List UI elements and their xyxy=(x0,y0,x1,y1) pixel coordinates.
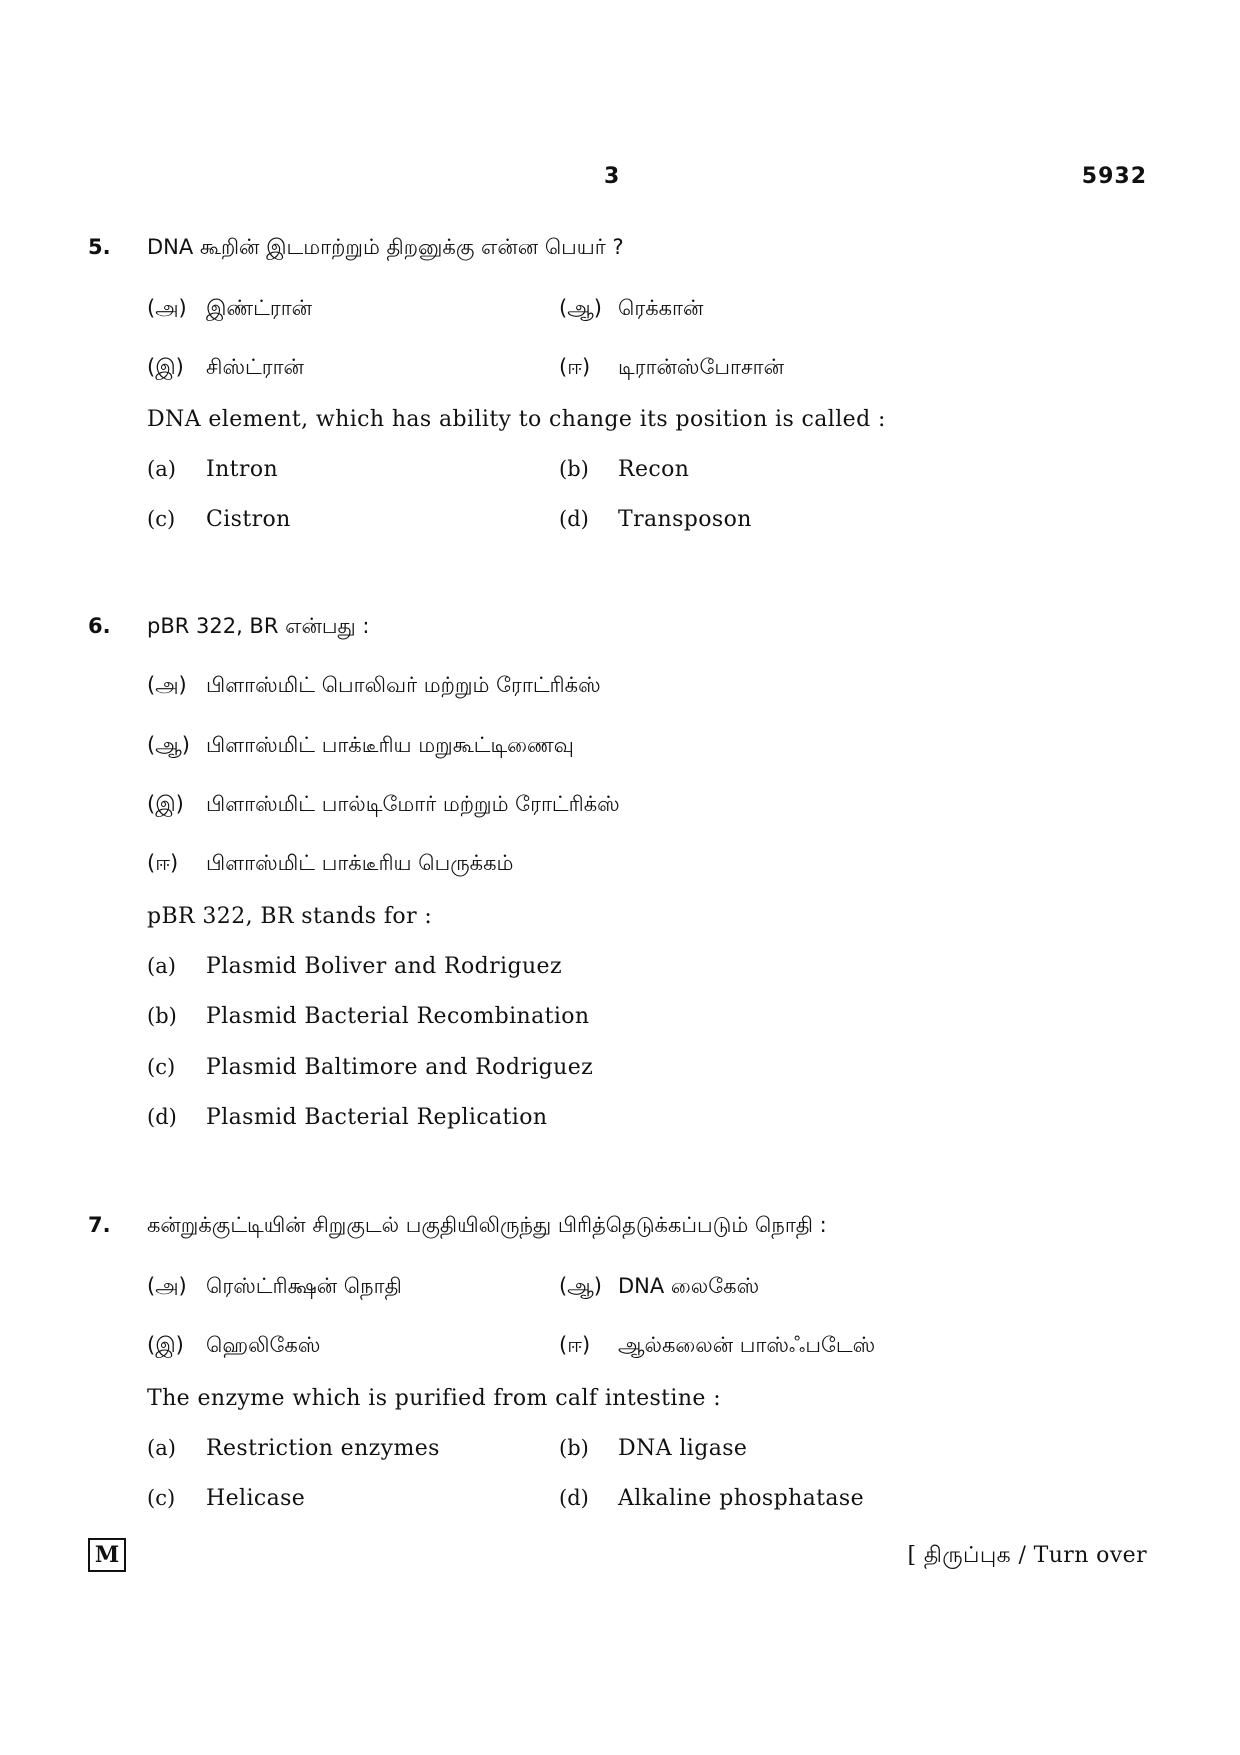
option-label: (b) xyxy=(559,1436,589,1460)
question-number: 5. xyxy=(88,235,111,259)
question-number: 6. xyxy=(88,614,111,638)
question-text-english: The enzyme which is purified from calf intestine : xyxy=(147,1386,722,1411)
option-label-tamil: (ஈ) xyxy=(147,851,179,875)
option-text-tamil: ஹெலிகேஸ் xyxy=(206,1333,321,1357)
turn-over-text: [ திருப்புக / Turn over xyxy=(907,1543,1147,1568)
option-text: Transposon xyxy=(618,507,752,532)
question-text-english: DNA element, which has ability to change its position is called : xyxy=(147,407,886,432)
option-label: (d) xyxy=(559,1486,589,1510)
option-label: (a) xyxy=(147,1436,176,1460)
option-label: (c) xyxy=(147,507,176,531)
option-text: Alkaline phosphatase xyxy=(618,1486,865,1511)
option-text-tamil: பிளாஸ்மிட் பொலிவர் மற்றும் ரோட்ரிக்ஸ் xyxy=(206,673,601,697)
question-text-tamil: கன்றுக்குட்டியின் சிறுகுடல் பகுதியிலிருந்து பிரித்தெடுக்கப்படும் நொதி : xyxy=(147,1213,827,1237)
option-label: (b) xyxy=(147,1004,177,1028)
option-label-tamil: (ஈ) xyxy=(559,355,591,379)
option-text-tamil: டிரான்ஸ்போசான் xyxy=(618,355,784,379)
option-text-tamil: பிளாஸ்மிட் பாக்டீரிய பெருக்கம் xyxy=(206,851,514,875)
option-text-tamil: ரெஸ்ட்ரிக்ஷன் நொதி xyxy=(206,1274,402,1298)
question-text-tamil: DNA கூறின் இடமாற்றும் திறனுக்கு என்ன பெயர் ? xyxy=(147,235,624,259)
option-label-tamil: (இ) xyxy=(147,355,184,379)
option-text-tamil: ரெக்கான் xyxy=(618,296,704,320)
option-text: Plasmid Boliver and Rodriguez xyxy=(206,954,562,979)
option-text-tamil: பிளாஸ்மிட் பாக்டீரிய மறுகூட்டிணைவு xyxy=(206,733,574,757)
option-text-tamil: ஆல்கலைன் பாஸ்ஃபடேஸ் xyxy=(618,1333,876,1357)
option-label: (d) xyxy=(147,1105,177,1129)
option-label: (b) xyxy=(559,457,589,481)
option-label: (c) xyxy=(147,1055,176,1079)
question-text-tamil: pBR 322, BR என்பது : xyxy=(147,614,370,638)
option-label: (a) xyxy=(147,457,176,481)
option-label-tamil: (இ) xyxy=(147,1333,184,1357)
option-text: Cistron xyxy=(206,507,291,532)
page-number: 3 xyxy=(604,164,621,189)
option-text: Intron xyxy=(206,457,279,482)
option-text: Plasmid Bacterial Replication xyxy=(206,1105,548,1130)
option-label-tamil: (அ) xyxy=(147,1274,187,1298)
option-text: Plasmid Bacterial Recombination xyxy=(206,1004,590,1029)
question-text-english: pBR 322, BR stands for : xyxy=(147,904,433,929)
option-text-tamil: பிளாஸ்மிட் பால்டிமோர் மற்றும் ரோட்ரிக்ஸ் xyxy=(206,792,620,816)
option-text: Restriction enzymes xyxy=(206,1436,440,1461)
option-label: (a) xyxy=(147,954,176,978)
option-label-tamil: (அ) xyxy=(147,296,187,320)
option-label: (d) xyxy=(559,507,589,531)
option-text-tamil: DNA லைகேஸ் xyxy=(618,1274,760,1298)
option-label-tamil: (ஆ) xyxy=(147,733,190,757)
option-text: Helicase xyxy=(206,1486,306,1511)
option-text-tamil: இண்ட்ரான் xyxy=(206,296,313,320)
option-label-tamil: (இ) xyxy=(147,792,184,816)
question-number: 7. xyxy=(88,1213,111,1237)
option-label-tamil: (அ) xyxy=(147,673,187,697)
option-label-tamil: (ஈ) xyxy=(559,1333,591,1357)
option-text-tamil: சிஸ்ட்ரான் xyxy=(206,355,304,379)
option-label-tamil: (ஆ) xyxy=(559,296,602,320)
option-text: Plasmid Baltimore and Rodriguez xyxy=(206,1055,594,1080)
option-label: (c) xyxy=(147,1486,176,1510)
medium-mark-box: M xyxy=(88,1538,126,1572)
option-label-tamil: (ஆ) xyxy=(559,1274,602,1298)
paper-code: 5932 xyxy=(1081,164,1147,189)
option-text: DNA ligase xyxy=(618,1436,748,1461)
option-text: Recon xyxy=(618,457,690,482)
